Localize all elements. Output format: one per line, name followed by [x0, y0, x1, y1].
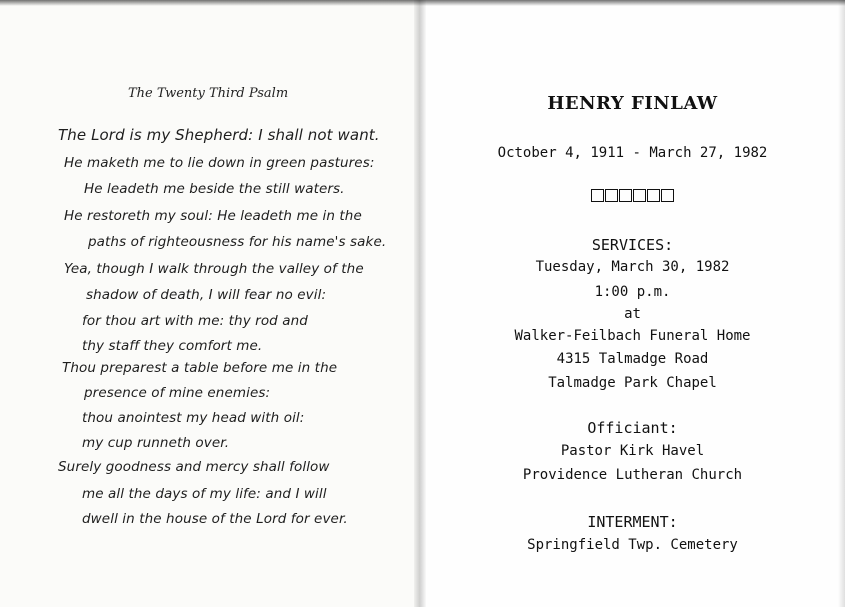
left-page: [0, 0, 420, 607]
psalm-line: thou anointest my head with oil:: [82, 410, 305, 426]
venue-address: 4315 Talmadge Road: [556, 351, 709, 367]
psalm-line: The Lord is my Shepherd: I shall not want.: [58, 126, 380, 144]
psalm-line: Yea, though I walk through the valley of the: [64, 261, 364, 277]
officiant-heading: Officiant:: [587, 419, 678, 437]
officiant-name: Pastor Kirk Havel: [560, 443, 705, 459]
scan-shadow: [0, 0, 845, 6]
psalm-line: for thou art with me: thy rod and: [82, 313, 308, 329]
psalm-line: He restoreth my soul: He leadeth me in the: [64, 208, 362, 224]
box-ornament: [633, 189, 646, 202]
chapel-name: Talmadge Park Chapel: [548, 375, 717, 391]
psalm-line: shadow of death, I will fear no evil:: [86, 287, 327, 303]
psalm-line: He leadeth me beside the still waters.: [84, 181, 345, 197]
box-ornament: [605, 189, 618, 202]
services-heading: SERVICES:: [591, 236, 674, 254]
life-dates: October 4, 1911 - March 27, 1982: [497, 145, 768, 161]
psalm-line: dwell in the house of the Lord for ever.: [82, 511, 348, 527]
obituary-block: [420, 0, 845, 607]
psalm-line: presence of mine enemies:: [84, 385, 271, 401]
at-word: at: [624, 306, 641, 322]
interment-heading: INTERMENT:: [587, 513, 678, 531]
scan-edge: [838, 0, 845, 607]
psalm-line: Surely goodness and mercy shall follow: [58, 459, 330, 475]
cemetery-name: Springfield Twp. Cemetery: [527, 537, 738, 553]
psalm-line: thy staff they comfort me.: [82, 338, 263, 354]
box-ornament: [619, 189, 632, 202]
psalm-text: [0, 0, 420, 607]
psalm-line: Thou preparest a table before me in the: [62, 360, 338, 376]
right-page: [420, 0, 845, 607]
psalm-line: my cup runneth over.: [82, 435, 230, 451]
service-time: 1:00 p.m.: [594, 284, 671, 300]
venue-name: Walker-Feilbach Funeral Home: [514, 328, 751, 344]
service-date: Tuesday, March 30, 1982: [535, 259, 730, 275]
psalm-line: paths of righteousness for his name's sake.: [88, 234, 387, 250]
ornament-boxes: [420, 189, 845, 206]
psalm-title: The Twenty Third Psalm: [128, 86, 289, 101]
box-ornament: [661, 189, 674, 202]
deceased-name: HENRY FINLAW: [547, 93, 718, 114]
psalm-line: He maketh me to lie down in green pastures:: [64, 155, 375, 171]
box-ornament: [647, 189, 660, 202]
page-fold: [414, 0, 426, 607]
psalm-line: me all the days of my life: and I will: [82, 486, 327, 502]
box-ornament: [591, 189, 604, 202]
officiant-church: Providence Lutheran Church: [522, 467, 743, 483]
